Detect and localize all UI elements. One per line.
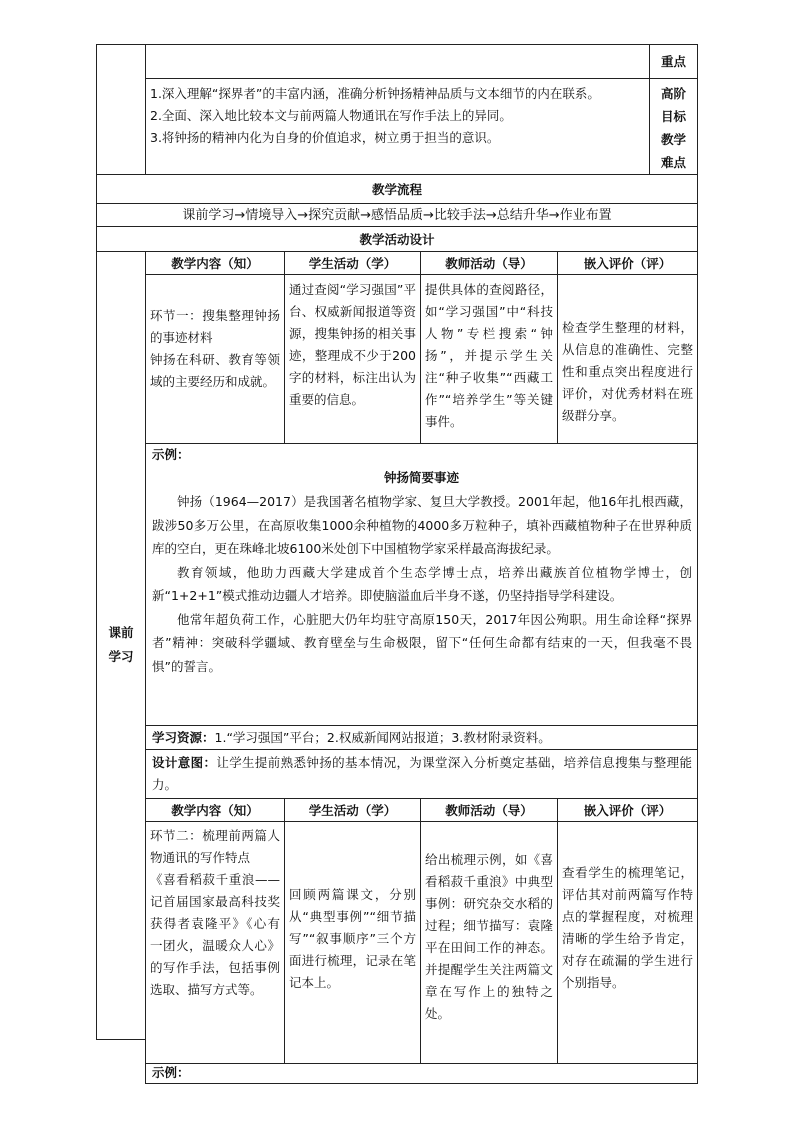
flow-title: 教学流程 (371, 182, 422, 197)
zhongdian-label-cell (649, 44, 698, 79)
header1-teacher: 教师活动（导） (445, 256, 533, 271)
flow-title-cell (96, 174, 698, 204)
row1-teacher: 提供具体的查阅路径，如“学习强国”中“科技人物”专栏搜索“钟扬”，并提示学生关注“种子收集”“西藏工作”“培养学生”等关键事件。 (425, 282, 553, 429)
example2-cell (145, 1063, 698, 1084)
design-label: 设计意图： (152, 755, 217, 770)
header1-student-cell (284, 251, 421, 275)
row1-teacher-cell (420, 274, 558, 444)
example1-cell (145, 443, 698, 726)
header2-teacher-cell (420, 798, 558, 822)
gaojie-label-line-4: 难点 (660, 155, 686, 170)
row2-eval: 查看学生的梳理笔记，评估其对前两篇写作特点的掌握程度，对梳理清晰的学生给予肯定，对存在疏漏的学生进行个别指导。 (562, 865, 693, 990)
header2-student-cell (284, 798, 421, 822)
goals-cell (145, 78, 650, 175)
section-label-line-2: 学习 (108, 649, 134, 664)
resource-cell (145, 725, 698, 750)
flow-steps: 课前学习→情境导入→探究贡献→感悟品质→比较手法→总结升华→作业布置 (182, 208, 612, 223)
section-label-cell (96, 251, 146, 1040)
lesson-plan-page (96, 44, 698, 1080)
header1-teacher-cell (420, 251, 558, 275)
example1-para-3: 他常年超负荷工作，心脏肥大仍年均驻守高原150天，2017年因公殉职。用生命诠释“探界者”精神：突破科学疆域、教育壁垒与生命极限，留下“任何生命都有结束的一天，但我毫不畏惧”的誓言。 (152, 611, 692, 674)
top-left-empty-cell (96, 44, 146, 175)
gaojie-label-line-1: 高阶 (660, 86, 686, 101)
goal-2: 2.全面、深入地比较本文与前两篇人物通讯在写作手法上的异同。 (150, 108, 512, 123)
gaojie-label-line-3: 教学 (660, 132, 686, 147)
top-empty-content-cell (145, 44, 650, 79)
row2-teacher-cell (420, 821, 558, 1064)
row2-eval-cell (557, 821, 698, 1064)
example1-title: 钟扬简要事迹 (383, 470, 459, 485)
example2-label: 示例： (152, 1065, 190, 1080)
example1-para-2: 教育领域，他助力西藏大学建成首个生态学博士点，培养出藏族首位植物学博士，创新“1+2+1”模式推动边疆人才培养。即使脑溢血后半身不遂，仍坚持指导学科建设。 (152, 564, 692, 603)
row1-content: 环节一：搜集整理钟扬的事迹材料 钟扬在科研、教育等领域的主要经历和成就。 (150, 308, 280, 389)
row2-student: 回顾两篇课文，分别从“典型事例”“细节描写”“叙事顺序”三个方面进行梳理，记录在笔记本上。 (289, 887, 416, 990)
section-label-line-1: 课前 (108, 625, 134, 640)
header2-teacher: 教师活动（导） (445, 803, 533, 818)
goal-3: 3.将钟扬的精神内化为自身的价值追求，树立勇于担当的意识。 (150, 130, 500, 145)
goal-1: 1.深入理解“探界者”的丰富内涵，准确分析钟扬精神品质与文本细节的内在联系。 (150, 86, 600, 101)
row2-teacher: 给出梳理示例，如《喜看稻菽千重浪》中典型事例：研究杂交水稻的过程；细节描写：袁隆平在田间工作的神态。并提醒学生关注两篇文章在写作上的独特之处。 (425, 852, 553, 1021)
activity-title-cell (96, 226, 698, 252)
header1-eval: 嵌入评价（评） (583, 256, 672, 271)
header2-eval-cell (557, 798, 698, 822)
row2-content-cell (145, 821, 285, 1064)
gaojie-label-line-2: 目标 (660, 109, 686, 124)
example1-label: 示例： (152, 447, 190, 462)
row1-eval: 检查学生整理的材料，从信息的准确性、完整性和重点突出程度进行评价，对优秀材料在班级群分享。 (562, 320, 693, 423)
resource-text: 1.“学习强国”平台；2.权威新闻网站报道；3.教材附录资料。 (214, 730, 551, 745)
design-text: 让学生提前熟悉钟扬的基本情况，为课堂深入分析奠定基础，培养信息搜集与整理能力。 (152, 755, 692, 792)
flow-steps-cell (96, 203, 698, 227)
example1-para-1: 钟扬（1964—2017）是我国著名植物学家、复旦大学教授。2001年起，他16年扎根西藏，跋涉50多万公里，在高原收集1000余种植物的4000多万粒种子，填补西藏植物种子在世界种质库的空白，更在珠峰北坡6100米处创下中国植物学家采样最高海拔纪录。 (152, 494, 692, 556)
activity-title: 教学活动设计 (359, 232, 435, 247)
row1-eval-cell (557, 274, 698, 444)
row1-content-cell (145, 274, 285, 444)
header2-student: 学生活动（学） (308, 803, 397, 818)
header1-student: 学生活动（学） (308, 256, 397, 271)
row1-student-cell (284, 274, 421, 444)
header1-content: 教学内容（知） (171, 256, 259, 271)
resource-label: 学习资源： (152, 730, 215, 745)
gaojie-label-cell (649, 78, 698, 175)
zhongdian-label: 重点 (660, 54, 686, 69)
header2-content: 教学内容（知） (171, 803, 259, 818)
row1-student: 通过查阅“学习强国”平台、权威新闻报道等资源，搜集钟扬的相关事迹，整理成不少于200字的材料，标注出认为重要的信息。 (289, 282, 416, 407)
header1-eval-cell (557, 251, 698, 275)
row2-student-cell (284, 821, 421, 1064)
header2-eval: 嵌入评价（评） (583, 803, 672, 818)
header1-content-cell (145, 251, 285, 275)
row2-content: 环节二：梳理前两篇人物通讯的写作特点 《喜看稻菽千重浪——记首届国家最高科技奖获得者袁隆平》《心有一团火，温暖众人心》的写作手法，包括事例选取、描写方式等。 (150, 828, 280, 997)
design-cell (145, 749, 698, 799)
header2-content-cell (145, 798, 285, 822)
